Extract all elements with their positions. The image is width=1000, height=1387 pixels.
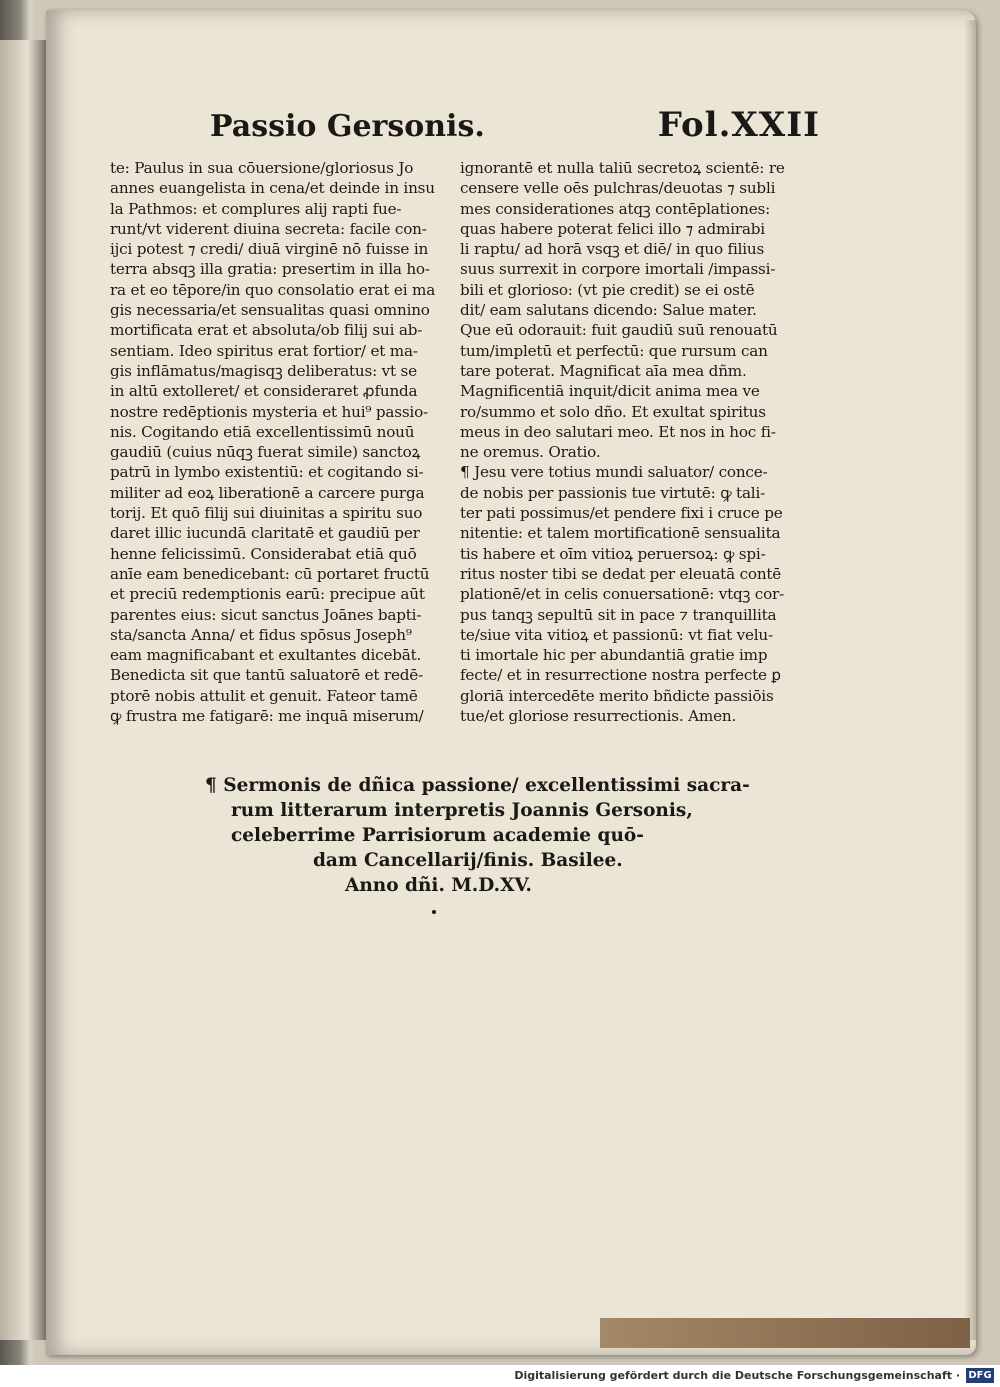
colophon-line: rum litterarum interpretis Joannis Gersonis, — [231, 800, 693, 821]
right-column-line: ne oremus. Oratio. — [460, 443, 601, 462]
text-column-right — [460, 158, 805, 726]
left-column-line: daret illic iucundā claritatē et gaudiū per — [110, 524, 420, 543]
left-column-line: gis inflāmatus/magisqꝫ deliberatus: vt se — [110, 361, 417, 380]
right-column-line: Magnificentiā inquit/dicit anima mea ve — [460, 382, 760, 401]
left-column-line: militer ad eoꝝ liberationē a carcere purga — [110, 483, 425, 502]
right-column-line: plationē/et in celis conuersationē: vtqꝫ cor- — [460, 585, 785, 604]
right-column-line: gloriā intercedēte merito bñdicte passiōis — [460, 686, 774, 705]
facing-page-edge — [0, 40, 46, 1340]
left-column-line: la Pathmos: et complures alij rapti fue- — [110, 199, 402, 218]
text-column-left — [110, 158, 455, 726]
left-column-line: et preciū redemptionis earū: precipue aūt — [110, 585, 425, 604]
right-column-line: Que eū odorauit: fuit gaudiū suū renouatū — [460, 321, 778, 340]
right-column-line: ro/summo et solo dño. Et exultat spiritus — [460, 402, 766, 421]
left-column-line: ijci potest ⁊ credi/ diuā virginē nō fuisse in — [110, 240, 429, 259]
left-column-line: eam magnificabant et exultantes dicebāt. — [110, 646, 422, 665]
right-column-line: suus surrexit in corpore imortali /impassi- — [460, 260, 776, 279]
right-column-line: dit/ eam salutans dicendo: Salue mater. — [460, 301, 757, 320]
right-column-line: ignorantē et nulla taliū secretoꝝ scientē: re — [460, 159, 785, 177]
page-bottom-edge — [600, 1318, 970, 1348]
right-column-line: te/siue vita vitioꝝ et passionū: vt fiat velu- — [460, 625, 773, 644]
footer-credit: Digitalisierung gefördert durch die Deutsche Forschungsgemeinschaft · — [514, 1369, 960, 1382]
left-column-line: nis. Cogitando etiā excellentissimū nouū — [110, 422, 415, 441]
left-column-line: annes euangelista in cena/et deinde in insu — [110, 179, 435, 198]
left-column-line: runt/vt viderent diuina secreta: facile con- — [110, 219, 427, 238]
right-column-line: ter pati possimus/et pendere fixi i cruce pe — [460, 504, 783, 523]
left-column-line: in altū extolleret/ et consideraret ꝓfunda — [110, 382, 418, 401]
right-column-line: tis habere et oīm vitioꝝ peruersoꝝ: ꝙ spi- — [460, 544, 766, 563]
left-column-line: parentes eius: sicut sanctus Joānes bapti- — [110, 605, 422, 624]
right-column-line: pus tanqꝫ sepultū sit in pace ⁊ tranquillita — [460, 605, 777, 624]
left-column-line: torij. Et quō filij sui diuinitas a spiritu suo — [110, 504, 423, 523]
left-column-line: nostre redēptionis mysteria et hui⁹ passio- — [110, 402, 428, 421]
folio-number: Fol.XXII — [657, 105, 820, 145]
left-column-line: te: Paulus in sua cōuersione/gloriosus Jo — [110, 159, 414, 177]
page-header — [210, 105, 820, 149]
left-column-line: patrū in lymbo existentiū: et cogitando si- — [110, 463, 424, 482]
colophon — [205, 773, 765, 898]
left-column-line: anīe eam benedicebant: cū portaret fructū — [110, 564, 430, 583]
right-column-line: ritus noster tibi se dedat per eleuatā contē — [460, 564, 782, 583]
right-column-line: bili et glorioso: (vt pie credit) se ei ostē — [460, 280, 755, 299]
left-column-line: gis necessaria/et sensualitas quasi omnino — [110, 301, 430, 320]
right-column-line: nitentie: et talem mortificationē sensualita — [460, 524, 781, 543]
colophon-line: celeberrime Parrisiorum academie quō- — [231, 825, 644, 846]
colophon-line: ¶ Sermonis de dñica passione/ excellentissimi sacra- — [205, 775, 750, 796]
left-column-line: mortificata erat et absoluta/ob filij sui ab- — [110, 321, 423, 340]
colophon-line: Anno dñi. M.D.XV. — [345, 875, 532, 896]
left-column-line: ptorē nobis attulit et genuit. Fateor tamē — [110, 686, 418, 705]
running-title: Passio Gersonis. — [210, 109, 485, 144]
right-column-line: censere velle oēs pulchras/deuotas ⁊ subli — [460, 179, 776, 198]
left-column-line: henne felicissimū. Considerabat etiā quō — [110, 544, 417, 563]
left-column-line: ra et eo tēpore/in quo consolatio erat ei ma — [110, 280, 436, 299]
right-column-line: tue/et gloriose resurrectionis. Amen. — [460, 707, 737, 726]
right-column-line: ¶ Jesu vere totius mundi saluator/ conce- — [460, 463, 768, 482]
left-column-line: Benedicta sit que tantū saluatorē et redē- — [110, 666, 424, 685]
right-column-line: quas habere poterat felici illo ⁊ admirabi — [460, 219, 765, 238]
right-column-line: meus in deo salutari meo. Et nos in hoc fi- — [460, 422, 776, 441]
ink-dot — [432, 910, 436, 914]
right-column-line: mes considerationes atqꝫ contēplationes: — [460, 199, 771, 218]
right-column-line: tum/impletū et perfectū: que rursum can — [460, 341, 768, 360]
right-column-line: fecte/ et in resurrectione nostra perfecte ꝑ — [460, 666, 781, 685]
right-column-line: li raptu/ ad horā vsqꝫ et diē/ in quo filius — [460, 240, 765, 259]
colophon-line: dam Cancellarij/finis. Basilee. — [313, 850, 623, 871]
left-column-line: sta/sancta Anna/ et fidus spōsus Joseph⁹ — [110, 625, 412, 644]
digitization-footer — [0, 1365, 1000, 1387]
right-column-line: de nobis per passionis tue virtutē: ꝙ tali- — [460, 483, 766, 502]
left-column-line: ꝙ frustra me fatigarē: me inquā miserum/ — [110, 707, 424, 726]
dfg-logo: DFG — [966, 1368, 994, 1383]
right-column-line: ti imortale hic per abundantiā gratie imp — [460, 646, 768, 665]
left-column-line: sentiam. Ideo spiritus erat fortior/ et ma- — [110, 341, 418, 360]
right-column-line: tare poterat. Magnificat aīa mea dñm. — [460, 361, 747, 380]
left-column-line: terra absqꝫ illa gratia: presertim in illa ho- — [110, 260, 430, 279]
left-column-line: gaudiū (cuius nūqꝫ fuerat simile) sanctoꝝ — [110, 443, 421, 462]
